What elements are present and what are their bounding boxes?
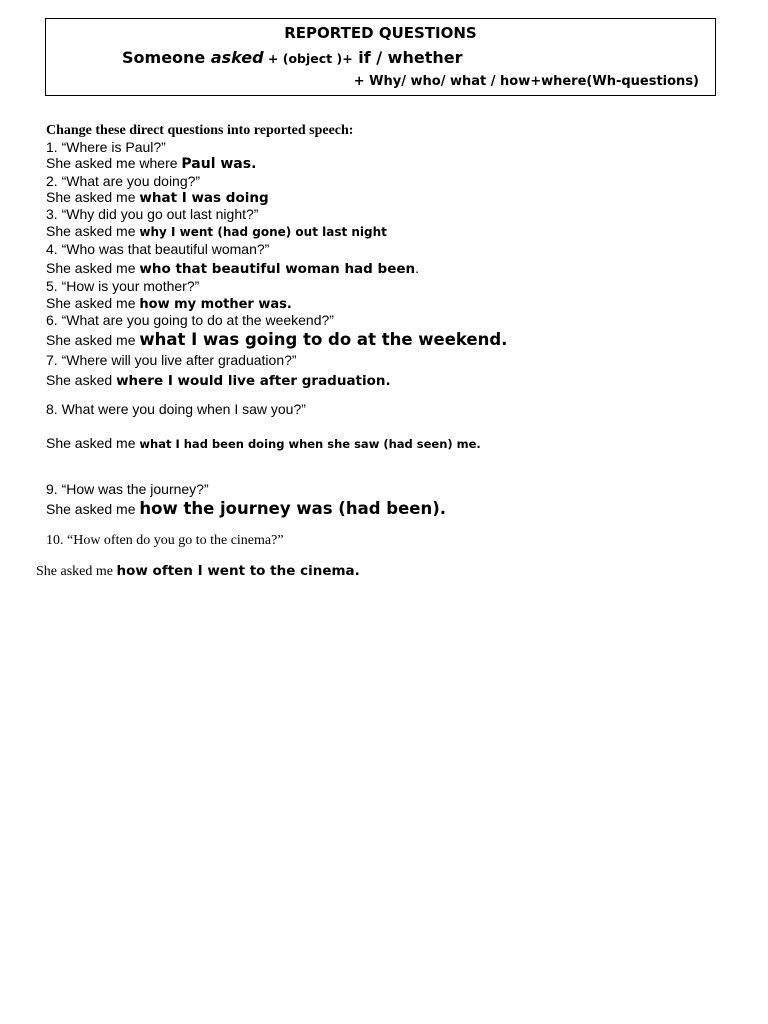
rule-line-wh-questions: + Why/ who/ what / how+where(Wh-questions) [353, 74, 699, 89]
question-6: 6. “What are you going to do at the weekend?” [46, 312, 334, 328]
page-title: REPORTED QUESTIONS [284, 24, 477, 42]
answer-prefix: She asked me [46, 295, 140, 311]
answer-prefix: She asked me [46, 260, 140, 276]
answer-text: how the journey was (had been). [139, 499, 447, 518]
answer-prefix: She asked me [46, 223, 140, 239]
question-10: 10. “How often do you go to the cinema?” [46, 533, 284, 548]
answer-text: why I went (had gone) out last night [139, 225, 387, 239]
rule-object: (object )+ [282, 51, 353, 66]
answer-prefix: She asked me [36, 564, 117, 579]
rule-someone: Someone [122, 48, 211, 67]
answer-line-1 [46, 156, 256, 171]
answer-line-7 [46, 373, 391, 389]
answer-line-4 [46, 261, 419, 277]
question-1: 1. “Where is Paul?” [46, 139, 166, 155]
answer-text: what I was doing [139, 190, 269, 206]
rule-if-whether: if / whether [352, 48, 463, 67]
answer-text: what I was going to do at the weekend. [139, 330, 508, 349]
answer-prefix: She asked me [46, 501, 140, 517]
answer-line-5 [46, 296, 292, 311]
answer-text: who that beautiful woman had been [139, 261, 416, 277]
header-box [45, 18, 716, 96]
instructions: Change these direct questions into reported speech: [46, 123, 354, 138]
question-7: 7. “Where will you live after graduation?” [46, 352, 297, 368]
question-3: 3. “Why did you go out last night?” [46, 206, 259, 222]
answer-line-3 [46, 224, 387, 238]
answer-text: how often I went to the cinema. [116, 563, 360, 579]
answer-text: where I would live after graduation. [116, 373, 391, 389]
answer-line-9 [46, 501, 446, 518]
answer-text: Paul was. [181, 156, 257, 172]
answer-line-10 [36, 565, 360, 579]
answer-suffix: . [415, 260, 420, 276]
rule-plus: + [263, 51, 283, 66]
answer-prefix: She asked me [46, 435, 140, 451]
question-5: 5. “How is your mother?” [46, 278, 200, 294]
answer-prefix: She asked me [46, 189, 140, 205]
answer-text: how my mother was. [139, 297, 292, 312]
question-4: 4. “Who was that beautiful woman?” [46, 241, 270, 257]
rule-line-if-whether [122, 48, 462, 67]
answer-text: what I had been doing when she saw (had seen) me. [139, 437, 481, 451]
question-9: 9. “How was the journey?” [46, 481, 209, 497]
question-2: 2. “What are you doing?” [46, 173, 201, 189]
answer-line-6 [46, 332, 507, 349]
answer-line-2 [46, 190, 269, 206]
rule-asked: asked [210, 48, 264, 67]
answer-prefix: She asked me where [46, 155, 182, 171]
answer-prefix: She asked me [46, 332, 140, 348]
question-8: 8. What were you doing when I saw you?” [46, 401, 306, 417]
answer-line-8 [46, 436, 481, 451]
answer-prefix: She asked [46, 372, 117, 388]
